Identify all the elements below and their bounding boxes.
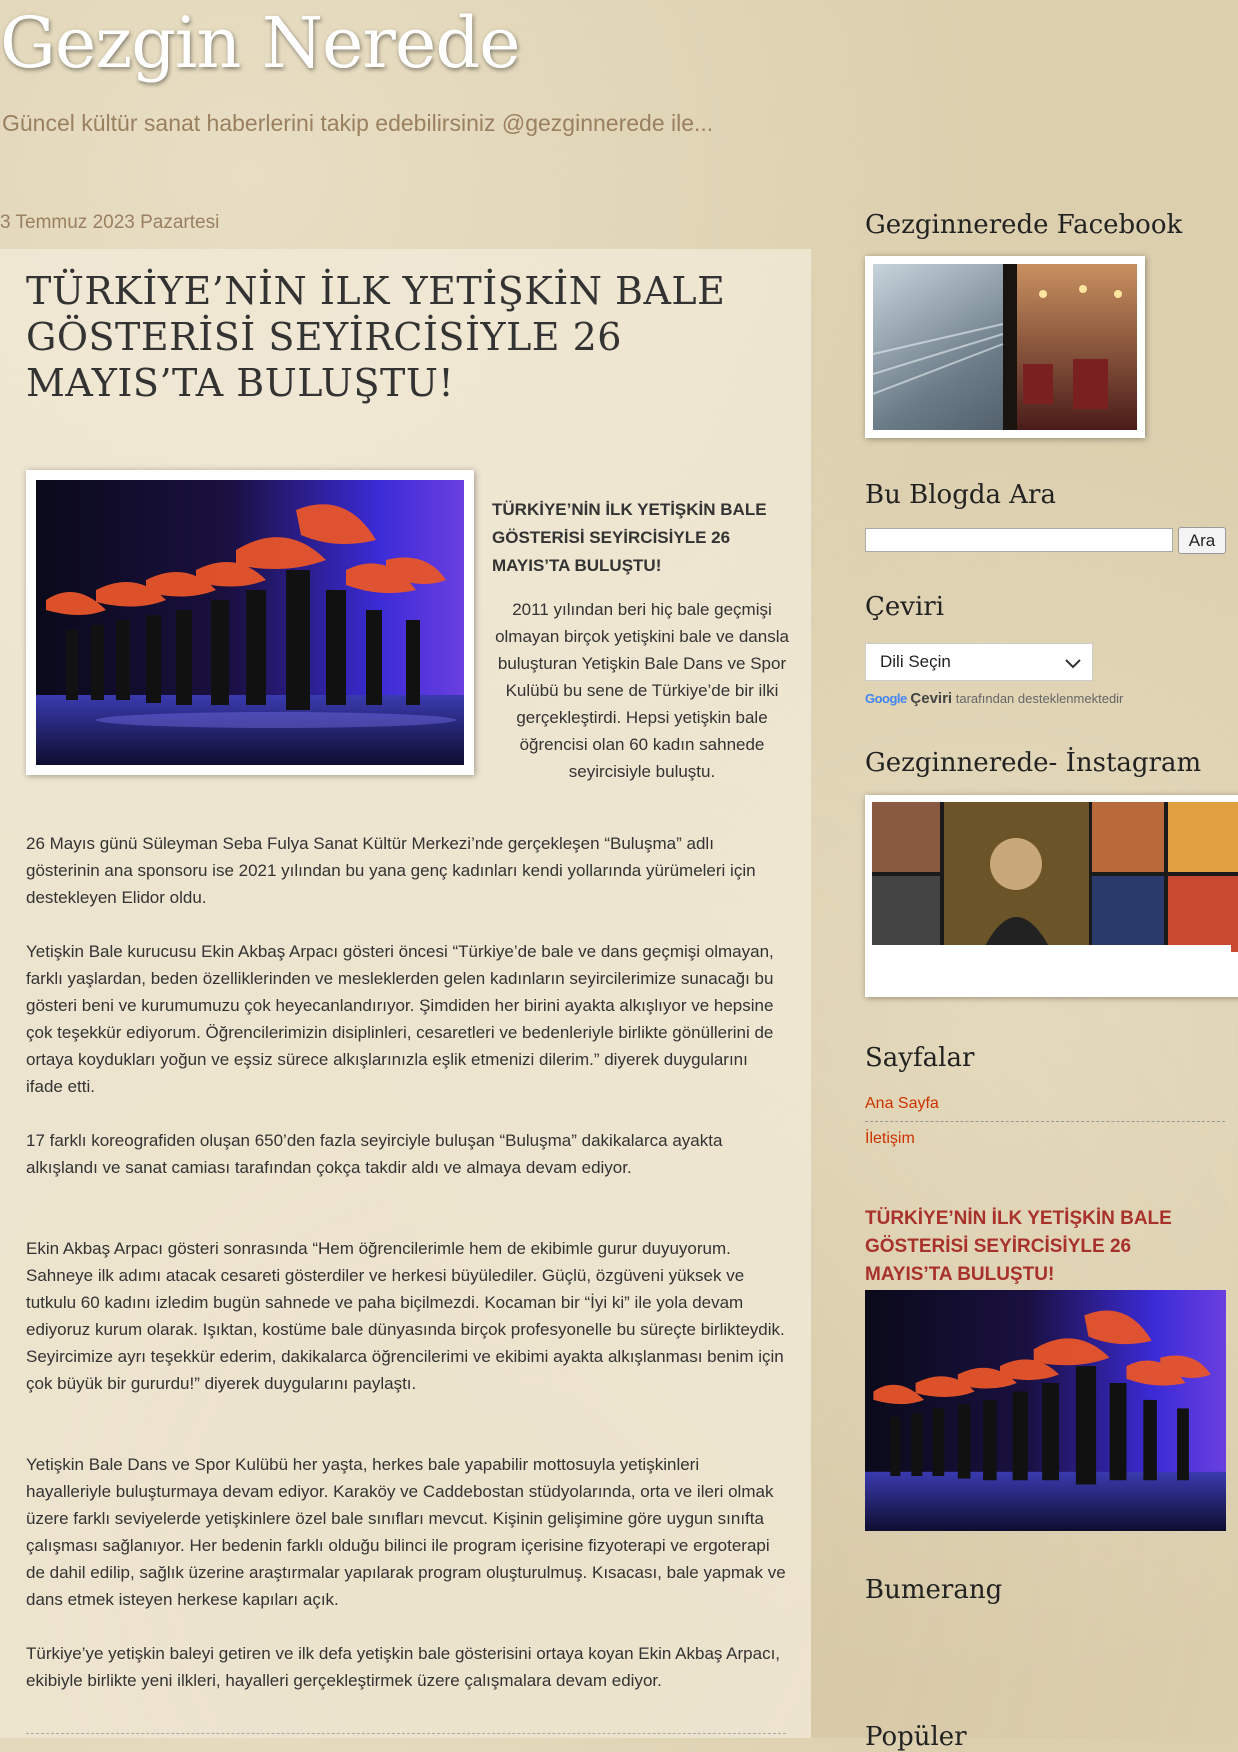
instagram-profile-bar [865,945,1231,983]
post-date: 3 Temmuz 2023 Pazartesi [0,212,220,233]
bumerang-widget-title: Bumerang [865,1575,1003,1605]
train-photo [873,264,1137,430]
instagram-widget-title: Gezginnerede- İnstagram [865,748,1202,778]
post-paragraph: Yetişkin Bale Dans ve Spor Kulübü her yaşta, herkes bale yapabilir mottosuyla yetişkinleri hayalleriyle buluşturmaya devam ediyor. Karaköy ve Caddebostan stüdyolarında, orta ve ileri olmak üzere farklı seviyelerde yetişkinlere özel bale sınıfları mevcut. Kişinin gelişimine göre uygun sınıfta çalışması sağlanıyor. Her bedenin farklı olduğu bilinci ile program içerisine fizyoterapi ve ergoterapi de dahil edilip, sağlık üzerine araştırmalar yapılarak program oluşturulmuş. Kısacası, bale yapmak ve dans etmek isteyen herkese kapıları açık. [26,1455,786,1609]
popular-widget-title: Popüler [865,1722,967,1752]
chevron-down-icon [1064,654,1082,672]
post-divider [26,1733,786,1734]
instagram-collage [872,802,1238,952]
language-select-value: Dili Seçin [880,652,951,671]
facebook-image[interactable] [865,256,1145,438]
post-paragraph: Ekin Akbaş Arpacı gösteri sonrasında “Hem öğrencilerimle hem de ekibimle gurur duyuyorum. Sahneye ilk adımı atacak cesareti gösterdiler ve herkesi büyülediler. Güçlü, özgüveni yüksek ve tutkulu 60 kadını izledim bugün sahnede ve paha biçilmezdi. Kocaman bir “İyi ki” ile yola devam ediyoruz kurum olarak. Işıktan, kostüme bale dünyasında birçok profesyonelle bu süreçte birlikteydik. Seyircimize ayrı teşekkür ederim, dakikalarca öğrencilerimi ve ekibimi ayakta alkışlanması benim için çok büyük bir gururdu!” diyerek duygularını paylaştı. [26,1239,785,1393]
pages-widget-title: Sayfalar [865,1043,975,1073]
page-link-home[interactable]: Ana Sayfa [865,1092,1225,1122]
featured-ballet-photo [865,1290,1226,1531]
post-paragraph: 17 farklı koreografiden oluşan 650’den fazla seyirciyle buluşan “Buluşma” dakikalarca ayakta alkışlandı ve sanat camiası tarafından çokça takdir aldı ve almaya devam ediyor. [26,1131,723,1177]
featured-post-title[interactable]: TÜRKİYE’NİN İLK YETİŞKİN BALE GÖSTERİSİ SEYİRCİSİYLE 26 MAYIS’TA BULUŞTU! [865,1208,1172,1285]
search-button[interactable]: Ara [1178,527,1226,554]
powered-suffix: tarafından desteklenmektedir [955,691,1124,706]
ballet-photo [36,480,464,765]
instagram-image[interactable] [865,795,1238,997]
post-photo[interactable] [26,470,474,775]
translate-link[interactable]: Çeviri [910,690,953,707]
post-paragraph: Türkiye’ye yetişkin baleyi getiren ve ilk defa yetişkin bale gösterisini ortaya koyan Ekin Akbaş Arpacı, ekibiyle birlikte yeni ilkleri, hayalleri gerçekleştirmek üzere çalışmalara devam ediyor. [26,1644,781,1690]
google-logo[interactable]: Google [865,691,907,706]
translate-widget-title: Çeviri [865,592,945,622]
language-select[interactable] [865,643,1093,681]
search-input[interactable] [865,528,1173,552]
pages-list [865,1092,1225,1156]
post-title[interactable]: TÜRKİYE’NİN İLK YETİŞKİN BALE GÖSTERİSİ SEYİRCİSİYLE 26 MAYIS’TA BULUŞTU! [26,269,726,405]
facebook-widget-title: Gezginnerede Facebook [865,210,1183,240]
post-subtitle: TÜRKİYE’NİN İLK YETİŞKİN BALE GÖSTERİSİ SEYİRCİSİYLE 26 MAYIS’TA BULUŞTU! [492,500,767,575]
post-paragraph: 26 Mayıs günü Süleyman Seba Fulya Sanat Kültür Merkezi’nde gerçekleşen “Buluşma” adlı gösterinin ana sponsoru ise 2021 yılından bu yana genç kadınları kendi yollarında yürümeleri için destekleyen Elidor oldu. [26,834,756,907]
blog-description: Güncel kültür sanat haberlerini takip edebilirsiniz @gezginnerede ile... [2,110,714,136]
post-intro: 2011 yılından beri hiç bale geçmişi olmayan birçok yetişkini bale ve dansla buluşturan Yetişkin Bale Dans ve Spor Kulübü bu sene de Türkiye’de bir ilki gerçekleştirdi. Hepsi yetişkin bale öğrencisi olan 60 kadın sahnede seyircisiyle buluştu. [495,600,789,781]
page-link-contact[interactable]: İletişim [865,1130,915,1147]
blog-title[interactable]: Gezgin Nerede [0,2,520,84]
post-paragraph: Yetişkin Bale kurucusu Ekin Akbaş Arpacı gösteri öncesi “Türkiye’de bale ve dans geçmişi olmayan, farklı yaşlardan, beden özelliklerinden ve mesleklerden gelen kadınların seyircilerimize sunacağı bu gösteri beni ve kurumumuzu çok heyecanlandırıyor. Şimdiden her birini ayakta alkışlıyor ve hepsine çok teşekkür ediyorum. Öğrencilerimizin disiplinleri, cesaretleri ve bedenleriyle birlikte gönüllerini de ortaya koydukları yoğun ve eşsiz sürece alkışlarınızla eşlik etmenizi dilerim.” diyerek duygularını ifade etti. [26,942,774,1096]
search-widget-title: Bu Blogda Ara [865,480,1056,510]
translate-powered-by [865,690,1123,707]
featured-post-image[interactable] [865,1290,1226,1531]
